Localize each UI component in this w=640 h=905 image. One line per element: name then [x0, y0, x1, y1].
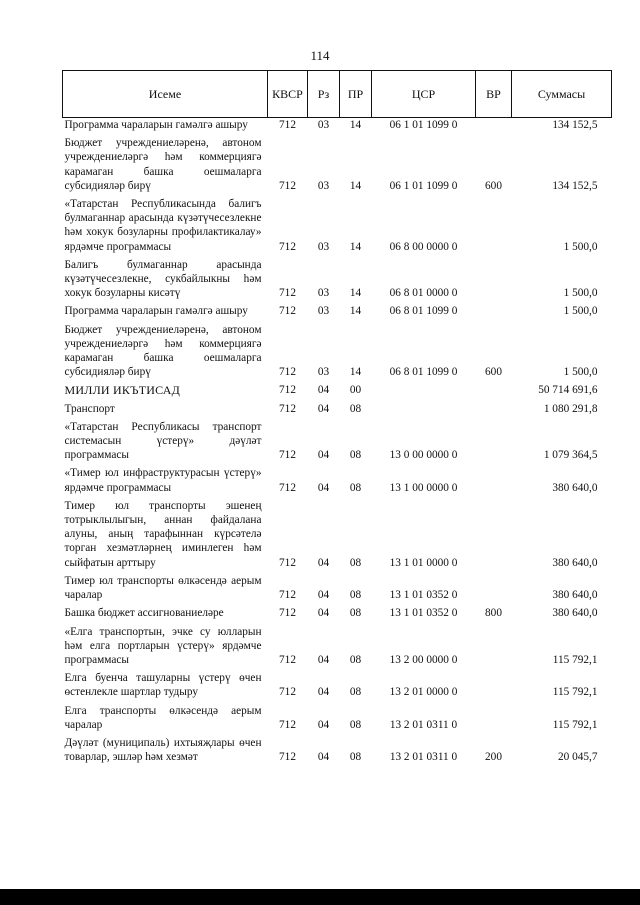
cell-name: Бюджет учреждениеләренә, автоном учреждениеләргә һәм коммерциягә карамаган башка оешмаларга субсидияләр бирү — [64, 323, 262, 379]
cell-kvsr: 712 — [279, 179, 296, 192]
cell-sum: 1 500,0 — [563, 305, 598, 318]
cell-name: Тимер юл транспорты эшенең тотрыклылыгын, аннан файдалана алуны, аның тарафыннан күрсәтелә торган хезмәтләрнең иминлеген һәм сыйфатын арттыру — [64, 499, 262, 569]
column-header-name: Исеме — [63, 71, 268, 118]
cell-csr: 06 8 01 1099 0 — [389, 305, 458, 318]
table-row — [63, 118, 612, 137]
cell-sum: 380 640,0 — [552, 607, 598, 620]
cell-csr: 13 0 00 0000 0 — [389, 449, 458, 462]
budget-table — [62, 70, 612, 768]
cell-name: «Елга транспортын, эчке су юлларын һәм елга портларын үстерү» ярдәмче программасы — [64, 625, 262, 666]
cell-rz: 04 — [317, 653, 330, 666]
cell-kvsr: 712 — [279, 366, 296, 379]
cell-sum: 380 640,0 — [552, 589, 598, 602]
cell-name: «Татарстан Республикасы транспорт системасын үстерү» дәүләт программасы — [64, 420, 262, 462]
cell-kvsr: 712 — [279, 653, 296, 666]
cell-kvsr: 712 — [279, 384, 296, 397]
cell-vr — [476, 258, 512, 305]
cell-kvsr: 712 — [279, 607, 296, 620]
cell-pr: 14 — [349, 119, 362, 131]
cell-sum: 134 152,5 — [552, 119, 598, 131]
table-row — [63, 402, 612, 420]
cell-csr: 13 2 01 0311 0 — [389, 718, 458, 731]
cell-kvsr: 712 — [279, 718, 296, 731]
cell-rz: 04 — [317, 718, 330, 731]
cell-pr: 14 — [349, 287, 362, 300]
cell-name: Елга буенча ташуларны үстерү өчен өстенлекле шартлар тудыру — [64, 672, 262, 699]
column-header-csr: ЦСР — [372, 71, 476, 118]
cell-pr: 14 — [349, 305, 362, 318]
cell-vr: 600 — [485, 179, 502, 192]
column-header-sum: Суммасы — [512, 71, 612, 118]
cell-csr: 13 1 01 0352 0 — [389, 607, 458, 620]
cell-rz: 03 — [317, 119, 330, 131]
cell-name: Программа чараларын гамәлгә ашыру — [64, 119, 248, 131]
cell-kvsr: 712 — [279, 240, 296, 253]
cell-vr — [476, 466, 512, 498]
cell-kvsr: 712 — [279, 589, 296, 602]
cell-sum: 115 792,1 — [552, 686, 598, 699]
cell-kvsr: 712 — [279, 556, 296, 569]
cell-csr: 06 8 01 1099 0 — [389, 366, 458, 379]
column-header-vr: ВР — [476, 71, 512, 118]
cell-name: МИЛЛИ ИКЪТИСАД — [64, 383, 180, 398]
cell-csr: 13 2 01 0000 0 — [389, 686, 458, 699]
cell-vr: 200 — [485, 751, 502, 764]
cell-sum: 1 500,0 — [563, 287, 598, 300]
cell-kvsr: 712 — [279, 686, 296, 699]
cell-csr: 13 1 01 0352 0 — [389, 589, 458, 602]
table-row — [63, 606, 612, 624]
cell-csr: 06 1 01 1099 0 — [389, 119, 458, 131]
cell-csr: 13 1 01 0000 0 — [389, 556, 458, 569]
cell-vr: 600 — [485, 366, 502, 379]
table-row — [63, 574, 612, 606]
cell-name: Дәүләт (муниципаль) ихтыяҗлары өчен товарлар, эшләр һәм хезмәт — [64, 736, 262, 764]
cell-vr — [476, 499, 512, 574]
table-body — [63, 118, 612, 769]
cell-rz: 04 — [317, 449, 330, 462]
cell-pr: 14 — [349, 366, 362, 379]
cell-rz: 03 — [317, 287, 330, 300]
cell-rz: 03 — [317, 179, 330, 192]
cell-name: Елга транспорты өлкәсендә аерым чаралар — [64, 704, 262, 731]
table-row — [63, 625, 612, 672]
cell-kvsr: 712 — [279, 402, 296, 415]
table-row — [63, 420, 612, 467]
cell-vr — [476, 420, 512, 467]
cell-pr: 00 — [349, 384, 362, 397]
table-row — [63, 136, 612, 197]
column-header-pr: ПР — [340, 71, 372, 118]
table-row — [63, 323, 612, 384]
cell-kvsr: 712 — [279, 481, 296, 494]
cell-rz: 04 — [317, 481, 330, 494]
cell-name: «Тимер юл инфраструктурасын үстерү» ярдәмче программасы — [64, 467, 262, 494]
cell-name: Транспорт — [64, 402, 115, 415]
cell-rz: 04 — [317, 556, 330, 569]
cell-name: Балигъ булмаганнар арасында күзәтүчесезлекне, сукбайлыкны һәм хокук бозуларны кисәтү — [64, 258, 262, 300]
cell-sum: 1 080 291,8 — [543, 402, 598, 415]
table-row — [63, 197, 612, 258]
cell-sum: 380 640,0 — [552, 481, 598, 494]
cell-rz: 04 — [317, 402, 330, 415]
cell-csr: 06 1 01 1099 0 — [389, 179, 458, 192]
cell-pr: 08 — [349, 449, 362, 462]
cell-rz: 04 — [317, 686, 330, 699]
cell-sum: 1 079 364,5 — [543, 449, 598, 462]
cell-pr: 14 — [349, 179, 362, 192]
cell-sum: 115 792,1 — [552, 653, 598, 666]
cell-vr — [476, 402, 512, 420]
table-row — [63, 704, 612, 736]
cell-csr: 13 2 00 0000 0 — [389, 653, 458, 666]
cell-vr — [476, 197, 512, 258]
cell-rz: 04 — [317, 589, 330, 602]
cell-sum: 50 714 691,6 — [538, 384, 598, 397]
cell-pr: 08 — [349, 402, 362, 415]
cell-sum: 134 152,5 — [552, 179, 598, 192]
table-row — [63, 258, 612, 305]
cell-name: Бюджет учреждениеләренә, автоном учреждениеләргә һәм коммерциягә карамаган башка оешмаларга субсидияләр бирү — [64, 137, 262, 192]
cell-name: Башка бюджет ассигнованиеләре — [64, 607, 224, 620]
cell-rz: 03 — [317, 305, 330, 318]
cell-sum: 1 500,0 — [563, 240, 598, 253]
column-header-rz: Рз — [308, 71, 340, 118]
cell-vr — [476, 574, 512, 606]
table-row — [63, 736, 612, 768]
cell-kvsr: 712 — [279, 305, 296, 318]
cell-vr — [476, 118, 512, 137]
cell-vr — [476, 625, 512, 672]
cell-pr: 14 — [349, 240, 362, 253]
cell-rz: 03 — [317, 366, 330, 379]
cell-vr — [476, 304, 512, 322]
table-row — [63, 383, 612, 401]
table-row — [63, 466, 612, 498]
cell-pr: 08 — [349, 653, 362, 666]
cell-kvsr: 712 — [279, 449, 296, 462]
cell-rz: 04 — [317, 607, 330, 620]
cell-rz: 04 — [317, 751, 330, 764]
cell-name: «Татарстан Республикасында балигъ булмаганнар арасында күзәтүчесезлекне һәм хокук бозуларны профилактикалау» ярдәмче программасы — [64, 198, 262, 253]
cell-csr: 13 2 01 0311 0 — [389, 751, 458, 764]
cell-pr: 08 — [349, 556, 362, 569]
table-row — [63, 304, 612, 322]
cell-csr: 13 1 00 0000 0 — [389, 481, 458, 494]
column-header-kvsr: КВСР — [268, 71, 308, 118]
cell-sum: 380 640,0 — [552, 556, 598, 569]
cell-vr: 800 — [485, 607, 502, 620]
table-header-row — [63, 71, 612, 118]
cell-vr — [476, 383, 512, 401]
cell-name: Программа чараларын гамәлгә ашыру — [64, 305, 248, 318]
cell-pr: 08 — [349, 589, 362, 602]
cell-kvsr: 712 — [279, 287, 296, 300]
cell-csr: 06 8 01 0000 0 — [389, 287, 458, 300]
table-row — [63, 499, 612, 574]
cell-pr: 08 — [349, 481, 362, 494]
cell-sum: 115 792,1 — [552, 718, 598, 731]
cell-vr — [476, 704, 512, 736]
cell-rz: 03 — [317, 240, 330, 253]
cell-sum: 20 045,7 — [557, 751, 598, 764]
cell-pr: 08 — [349, 607, 362, 620]
cell-sum: 1 500,0 — [563, 366, 598, 379]
scan-edge-bar — [0, 889, 640, 905]
page-number: 114 — [310, 48, 330, 63]
cell-pr: 08 — [349, 751, 362, 764]
cell-csr — [372, 383, 476, 401]
cell-rz: 04 — [317, 384, 330, 397]
cell-csr — [372, 402, 476, 420]
table-row — [63, 671, 612, 703]
cell-pr: 08 — [349, 718, 362, 731]
cell-kvsr: 712 — [279, 751, 296, 764]
cell-pr: 08 — [349, 686, 362, 699]
cell-csr: 06 8 00 0000 0 — [389, 240, 458, 253]
cell-kvsr: 712 — [279, 119, 296, 131]
cell-vr — [476, 671, 512, 703]
cell-name: Тимер юл транспорты өлкәсендә аерым чаралар — [64, 574, 262, 602]
